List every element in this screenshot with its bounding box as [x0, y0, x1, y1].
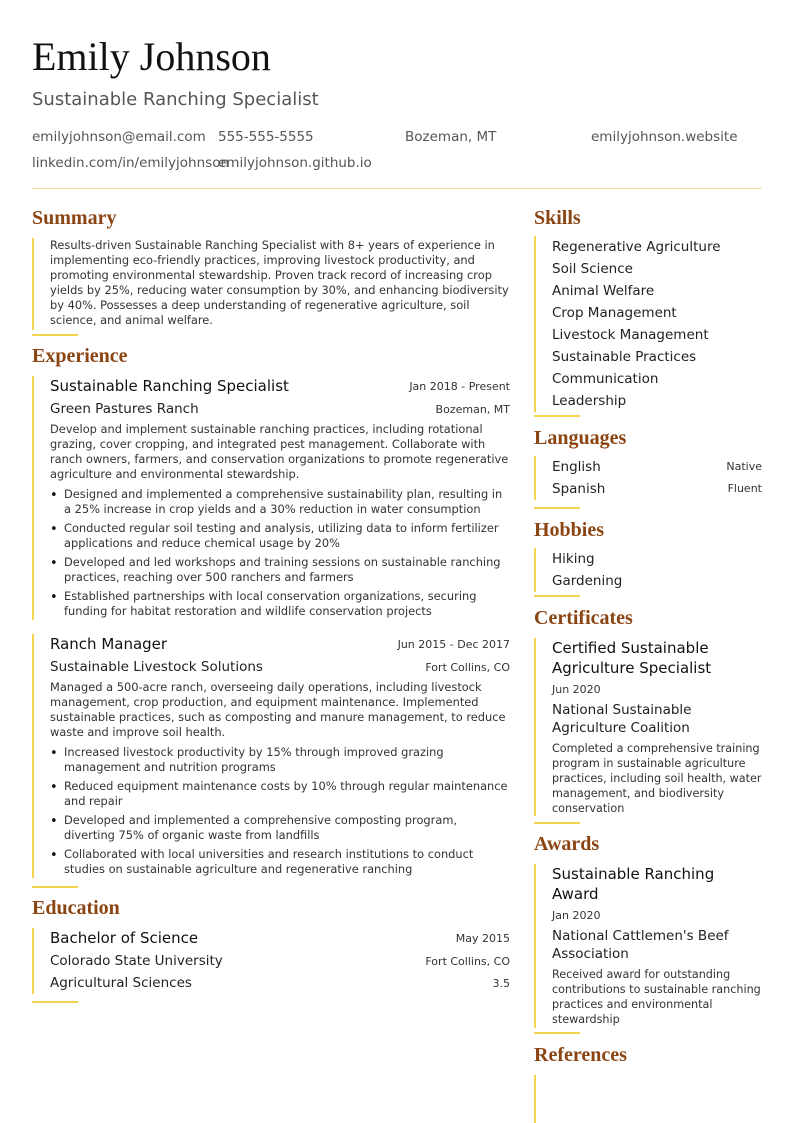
- job-block: [32, 634, 34, 878]
- award-date: Jan 2020: [552, 909, 601, 922]
- hobby-item: Hiking: [552, 551, 595, 567]
- certificate-title: Certified Sustainable Agriculture Specialist: [552, 639, 712, 677]
- degree: Bachelor of Science: [50, 929, 199, 947]
- school: Colorado State University: [50, 953, 223, 969]
- language-name: Spanish: [552, 481, 606, 497]
- summary-text: Results-driven Sustainable Ranching Specialist with 8+ years of experience in implementing eco-friendly practices, improving livestock productivity, and promoting environmental stewardship. Proven track record of increasing crop yields by 25%, reducing water consumption by 30%, and enhancing biodiversity by 40%. Possesses a deep understanding of regenerative agriculture, soil science, and animal welfare.: [50, 238, 509, 327]
- certificates-block: [534, 638, 536, 816]
- skill-item: Leadership: [552, 393, 627, 409]
- graduation-date: May 2015: [455, 932, 510, 945]
- award-description: Received award for outstanding contributions to sustainable ranching practices and environmental stewardship: [552, 968, 761, 1026]
- certificates-heading: Certificates: [534, 607, 633, 629]
- language-level: Native: [726, 460, 762, 473]
- certificates-underline: [534, 822, 580, 824]
- summary-underline: [32, 334, 78, 336]
- phone-link[interactable]: 555-555-5555: [218, 129, 314, 145]
- language-row: [552, 478, 762, 500]
- awards-block: [534, 864, 536, 1028]
- skill-item: Livestock Management: [552, 327, 709, 343]
- education-heading: Education: [32, 897, 120, 919]
- job-location: Bozeman, MT: [435, 403, 510, 416]
- job-company: Sustainable Livestock Solutions: [50, 659, 263, 675]
- job-dates: Jan 2018 - Present: [409, 380, 510, 393]
- job-location: Fort Collins, CO: [425, 661, 510, 674]
- languages-heading: Languages: [534, 427, 627, 449]
- job-bullet: • Increased livestock productivity by 15% through improved grazing management and nutrition programs: [50, 745, 510, 775]
- skills-underline: [534, 415, 580, 417]
- references-block: [534, 1075, 536, 1123]
- certificate-description: Completed a comprehensive training program in sustainable agriculture practices, including soil health, water management, and biodiversity conservation: [552, 742, 762, 815]
- skill-item: Soil Science: [552, 261, 633, 277]
- gpa: 3.5: [492, 977, 510, 990]
- job-company: Green Pastures Ranch: [50, 401, 199, 417]
- job-bullet: • Designed and implemented a comprehensive sustainability plan, resulting in a 25% increase in crop yields and a 30% reduction in water consumption: [50, 487, 510, 517]
- job-bullet: • Established partnerships with local conservation organizations, securing funding for habitat restoration and wildlife conservation projects: [50, 589, 510, 619]
- job-bullet: • Developed and led workshops and training sessions on sustainable ranching practices, reaching over 500 ranchers and farmers: [50, 555, 510, 585]
- hobbies-list: [552, 548, 762, 592]
- email-link[interactable]: emilyjohnson@email.com: [32, 129, 206, 145]
- language-name: English: [552, 459, 601, 475]
- hobby-item: Gardening: [552, 573, 623, 589]
- awards-underline: [534, 1032, 580, 1034]
- job-description: Develop and implement sustainable ranching practices, including rotational grazing, cover cropping, and integrated pest management. Collaborate with ranch owners, farmers, and conservation organizations to promote regenerative agriculture and environmental stewardship.: [50, 422, 509, 481]
- school-location: Fort Collins, CO: [425, 955, 510, 968]
- skill-item: Regenerative Agriculture: [552, 239, 721, 255]
- awards-heading: Awards: [534, 833, 600, 855]
- experience-underline: [32, 886, 78, 888]
- education-block: [32, 928, 34, 994]
- summary-heading: Summary: [32, 207, 117, 229]
- skills-block: [534, 236, 536, 412]
- summary-block: [32, 238, 34, 330]
- job-bullet: • Conducted regular soil testing and analysis, utilizing data to inform fertilizer applications and reduce chemical usage by 20%: [50, 521, 510, 551]
- job-title: Sustainable Ranching Specialist: [50, 377, 289, 395]
- skill-item: Crop Management: [552, 305, 677, 321]
- skill-item: Communication: [552, 371, 659, 387]
- job-bullets: [50, 745, 510, 881]
- skills-list: [552, 236, 762, 412]
- language-row: [552, 456, 762, 478]
- languages-block: [534, 456, 536, 500]
- job-description: Managed a 500-acre ranch, overseeing daily operations, including livestock management, crop production, and equipment maintenance. Implemented sustainable practices, such as composting and manure management, to reduce waste and improve soil health.: [50, 680, 506, 739]
- job-title: Ranch Manager: [50, 635, 168, 653]
- job-bullet: • Developed and implemented a comprehensive composting program, diverting 75% of organic waste from landfills: [50, 813, 510, 843]
- experience-heading: Experience: [32, 345, 128, 367]
- education-underline: [32, 1001, 78, 1003]
- location-text: Bozeman, MT: [405, 129, 497, 145]
- header-divider: [32, 188, 762, 189]
- job-dates: Jun 2015 - Dec 2017: [397, 638, 510, 651]
- hobbies-underline: [534, 595, 580, 597]
- skill-item: Sustainable Practices: [552, 349, 697, 365]
- job-bullets: [50, 487, 510, 623]
- job-block: [32, 376, 34, 620]
- skills-heading: Skills: [534, 207, 581, 229]
- candidate-title: Sustainable Ranching Specialist: [32, 89, 319, 110]
- candidate-name: Emily Johnson: [32, 34, 271, 79]
- hobbies-heading: Hobbies: [534, 519, 605, 541]
- languages-underline: [534, 507, 580, 509]
- field-of-study: Agricultural Sciences: [50, 975, 192, 991]
- certificate-issuer: National Sustainable Agriculture Coalition: [552, 702, 692, 736]
- job-bullet: • Reduced equipment maintenance costs by 10% through regular maintenance and repair: [50, 779, 510, 809]
- award-issuer: National Cattlemen's Beef Association: [552, 928, 729, 962]
- website-link[interactable]: emilyjohnson.website: [591, 129, 738, 145]
- references-heading: References: [534, 1044, 627, 1066]
- award-title: Sustainable Ranching Award: [552, 865, 715, 903]
- hobbies-block: [534, 548, 536, 592]
- job-bullet: • Collaborated with local universities and research institutions to conduct studies on sustainable agriculture and regenerative ranching: [50, 847, 510, 877]
- skill-item: Animal Welfare: [552, 283, 655, 299]
- linkedin-link[interactable]: linkedin.com/in/emilyjohnson: [32, 155, 230, 171]
- certificate-date: Jun 2020: [552, 683, 601, 696]
- github-link[interactable]: emilyjohnson.github.io: [218, 155, 372, 171]
- language-level: Fluent: [727, 482, 762, 495]
